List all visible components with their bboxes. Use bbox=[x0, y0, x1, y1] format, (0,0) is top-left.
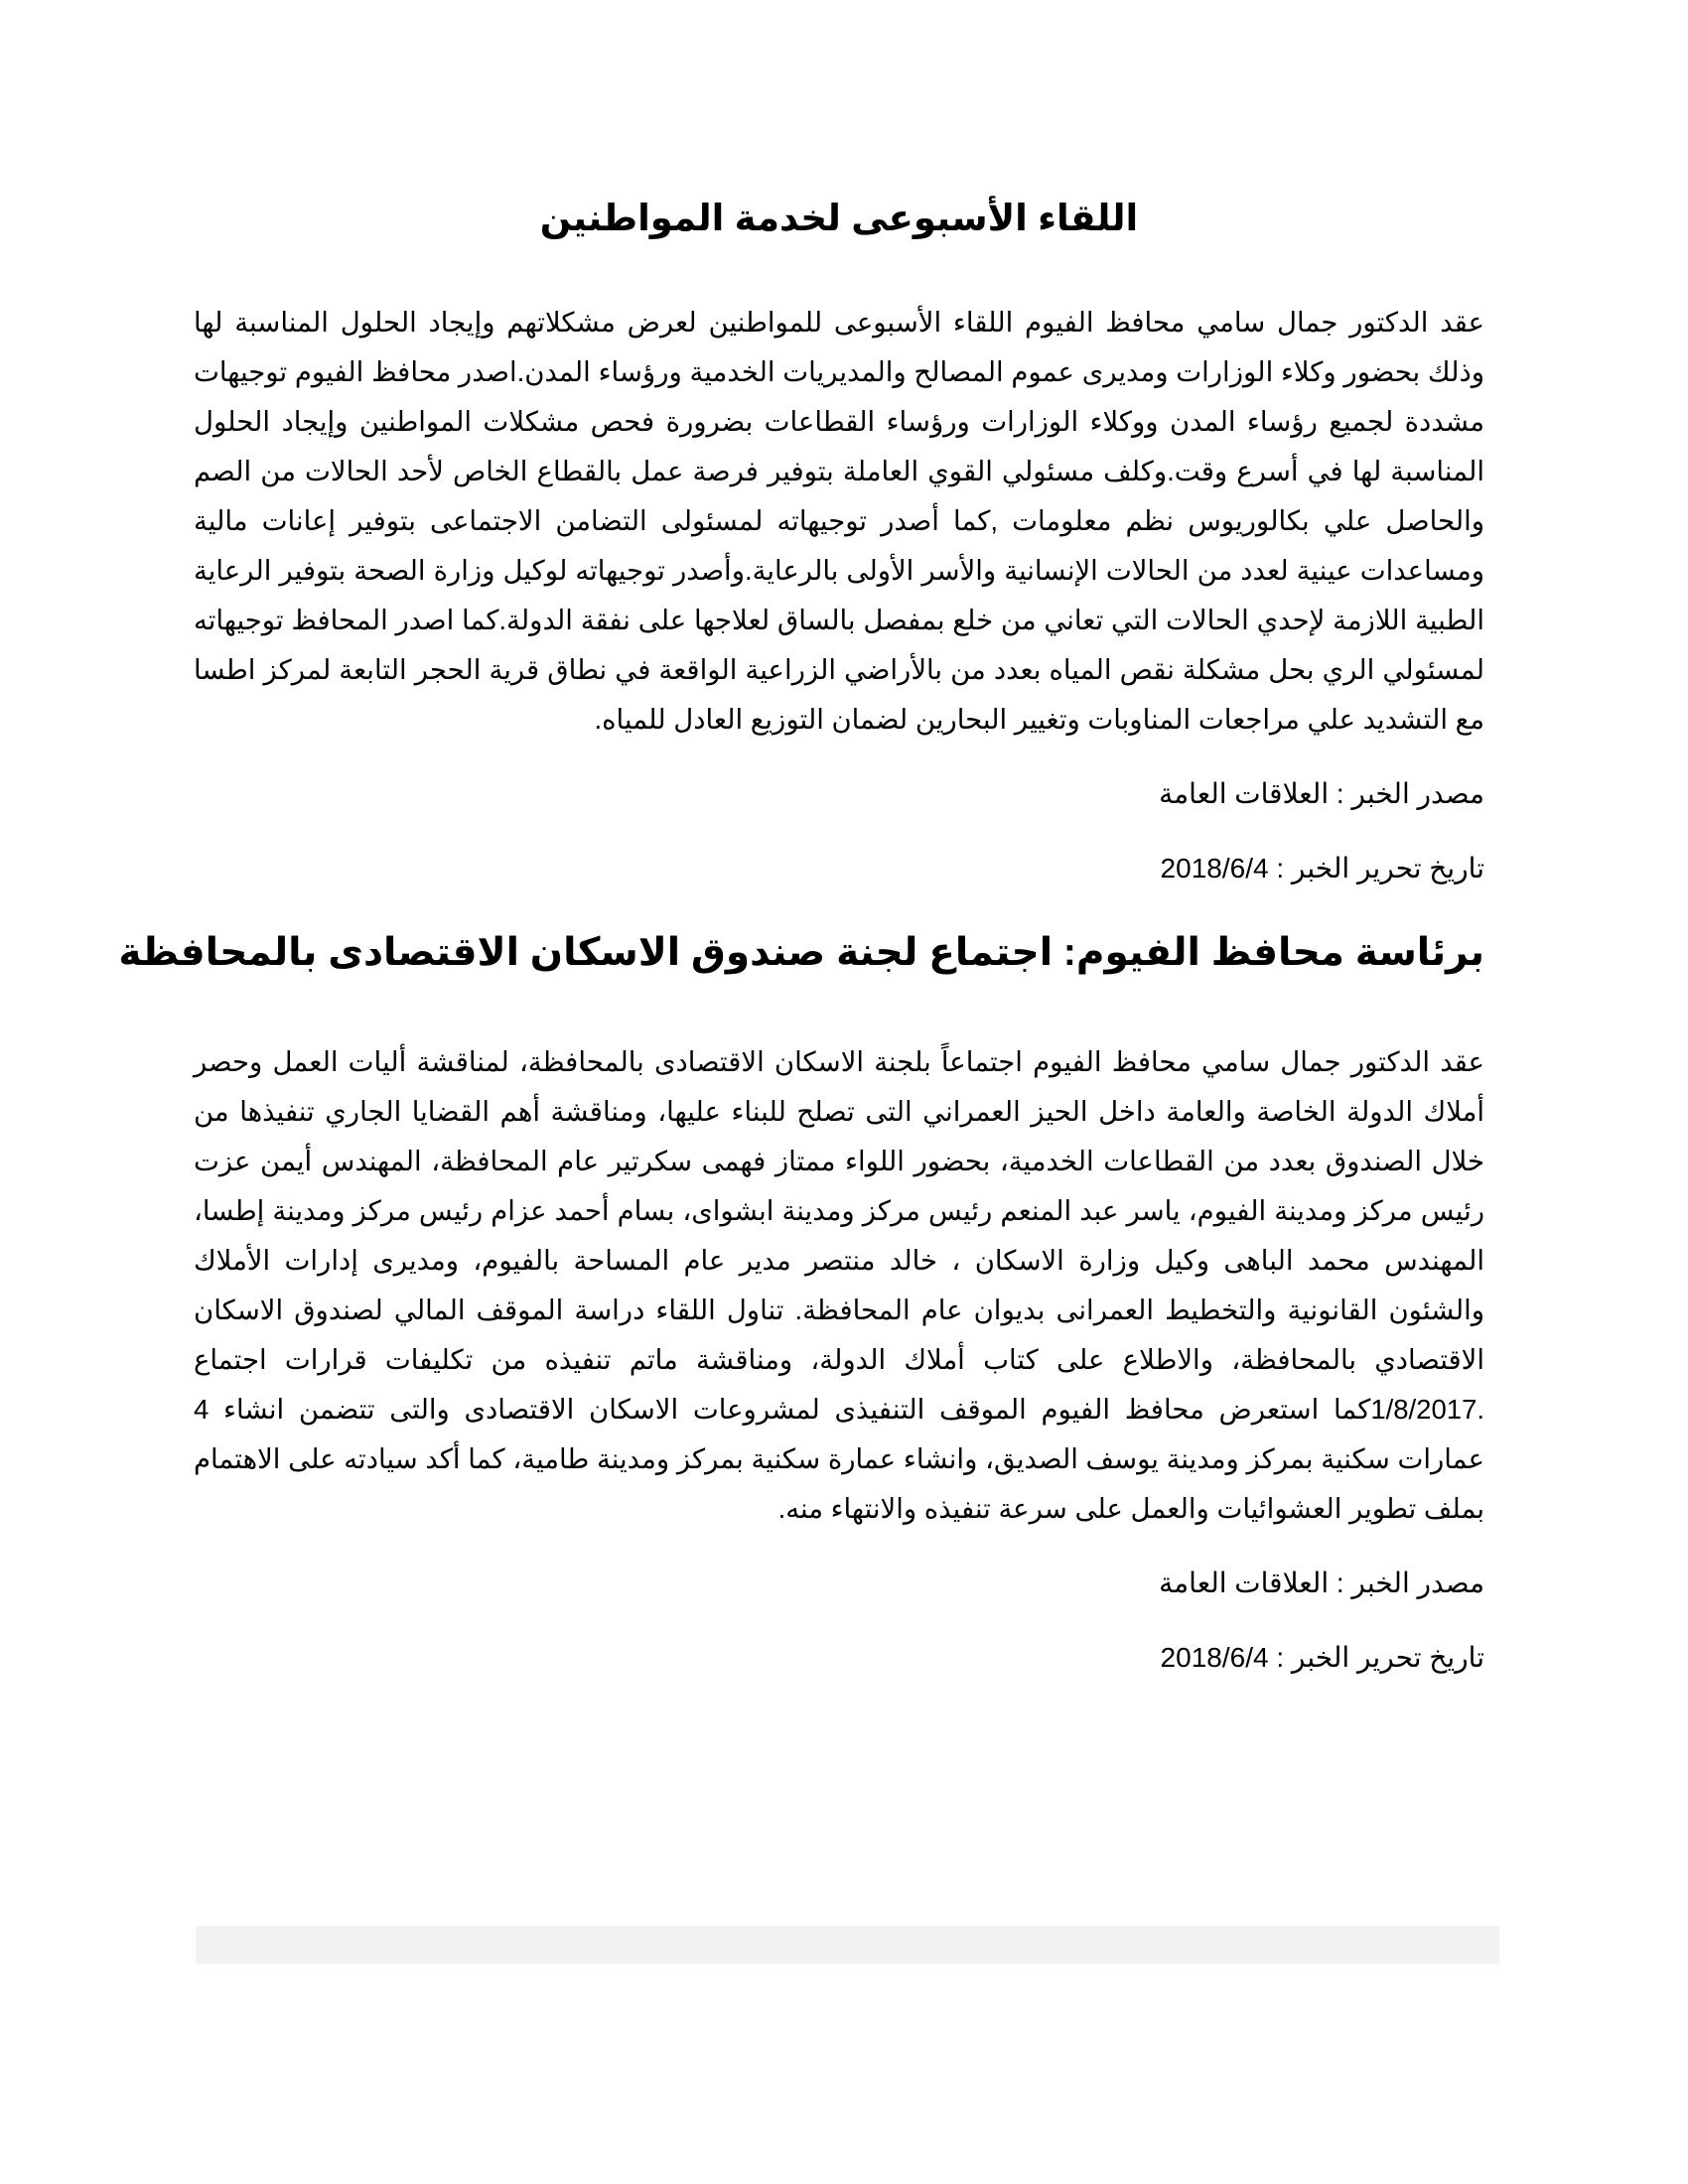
article-2-body bbox=[194, 1037, 1484, 1534]
article-2-source: مصدر الخبر : العلاقات العامة bbox=[1159, 1568, 1484, 1598]
article-2-date-label: تاريخ تحرير الخبر : bbox=[1268, 1642, 1484, 1673]
article-1-date-line bbox=[194, 844, 1484, 893]
article-2-meeting-date: 1/8/2017. bbox=[1370, 1394, 1484, 1425]
article-1-body: عقد الدكتور جمال سامي محافظ الفيوم اللقاء الأسبوعى للمواطنين لعرض مشكلاتهم وإيجاد الحلول المناسبة لها وذلك بحضور وكلاء الوزارات ومديرى عموم المصالح والمديريات الخدمية ورؤساء المدن.اصدر محافظ الفيوم توجيهات مشددة لجميع رؤساء المدن ووكلاء الوزارات ورؤساء القطاعات بضرورة فحص مشكلات المواطنين وإيجاد الحلول المناسبة لها في أسرع وقت.وكلف مسئولي القوي العاملة بتوفير فرصة عمل بالقطاع الخاص لأحد الحالات من الصم والحاصل علي بكالوريوس نظم معلومات ,كما أصدر توجيهاته لمسئولى التضامن الاجتماعى بتوفير إعانات مالية ومساعدات عينية لعدد من الحالات الإنسانية والأسر الأولى بالرعاية.وأصدر توجيهاته لوكيل وزارة الصحة بتوفير الرعاية الطبية اللازمة لإحدي الحالات التي تعاني من خلع بمفصل بالساق لعلاجها على نفقة الدولة.كما اصدر المحافظ توجيهاته لمسئولي الري بحل مشكلة نقص المياه بعدد من بالأراضي الزراعية الواقعة في نطاق قرية الحجر التابعة لمركز اطسا مع التشديد علي مراجعات المناوبات وتغيير البحارين لضمان التوزيع العادل للمياه. bbox=[194, 307, 1484, 735]
article-1-date-label: تاريخ تحرير الخبر : bbox=[1268, 853, 1484, 884]
article-2-date-line bbox=[194, 1633, 1484, 1683]
article-1-source: مصدر الخبر : العلاقات العامة bbox=[1159, 778, 1484, 809]
article-2-date-value: 2018/6/4 bbox=[1160, 1642, 1269, 1673]
footer-bar bbox=[196, 1926, 1499, 1964]
article-2-title: برئاسة محافظ الفيوم: اجتماع لجنة صندوق الاسكان الاقتصادى بالمحافظة bbox=[118, 931, 1484, 974]
article-2-body-part-2: كما استعرض محافظ الفيوم الموقف التنفيذى لمشروعات الاسكان الاقتصادى والتى تتضمن انشاء 4 عمارات سكنية بمركز ومدينة يوسف الصديق، وانشاء عمارة سكنية بمركز ومدينة طامية، كما أكد سيادته على الاهتمام بملف تطوير العشوائيات والعمل على سرعة تنفيذه والانتهاء منه. bbox=[194, 1394, 1484, 1524]
document-page bbox=[118, 179, 1484, 1683]
article-1-date-value: 2018/6/4 bbox=[1160, 853, 1269, 884]
article-2-body-part-1: عقد الدكتور جمال سامي محافظ الفيوم اجتماعاً بلجنة الاسكان الاقتصادى بالمحافظة، لمناقشة أليات العمل وحصر أملاك الدولة الخاصة والعامة داخل الحيز العمراني التى تصلح للبناء عليها، ومناقشة أهم القضايا الجاري تنفيذها من خلال الصندوق بعدد من القطاعات الخدمية، بحضور اللواء ممتاز فهمى سكرتير عام المحافظة، المهندس أيمن عزت رئيس مركز ومدينة الفيوم، ياسر عبد المنعم رئيس مركز ومدينة ابشواى، بسام أحمد عزام رئيس مركز ومدينة إطسا، المهندس محمد الباهى وكيل وزارة الاسكان ، خالد منتصر مدير عام المساحة بالفيوم، ومديرى إدارات الأملاك والشئون القانونية والتخطيط العمرانى بديوان عام المحافظة. تناول اللقاء دراسة الموقف المالي لصندوق الاسكان الاقتصادي بالمحافظة، والاطلاع على كتاب أملاك الدولة، ومناقشة ماتم تنفيذه من تكليفات قرارات اجتماع bbox=[194, 1046, 1484, 1375]
article-1-title: اللقاء الأسبوعى لخدمة المواطنين bbox=[539, 198, 1139, 238]
